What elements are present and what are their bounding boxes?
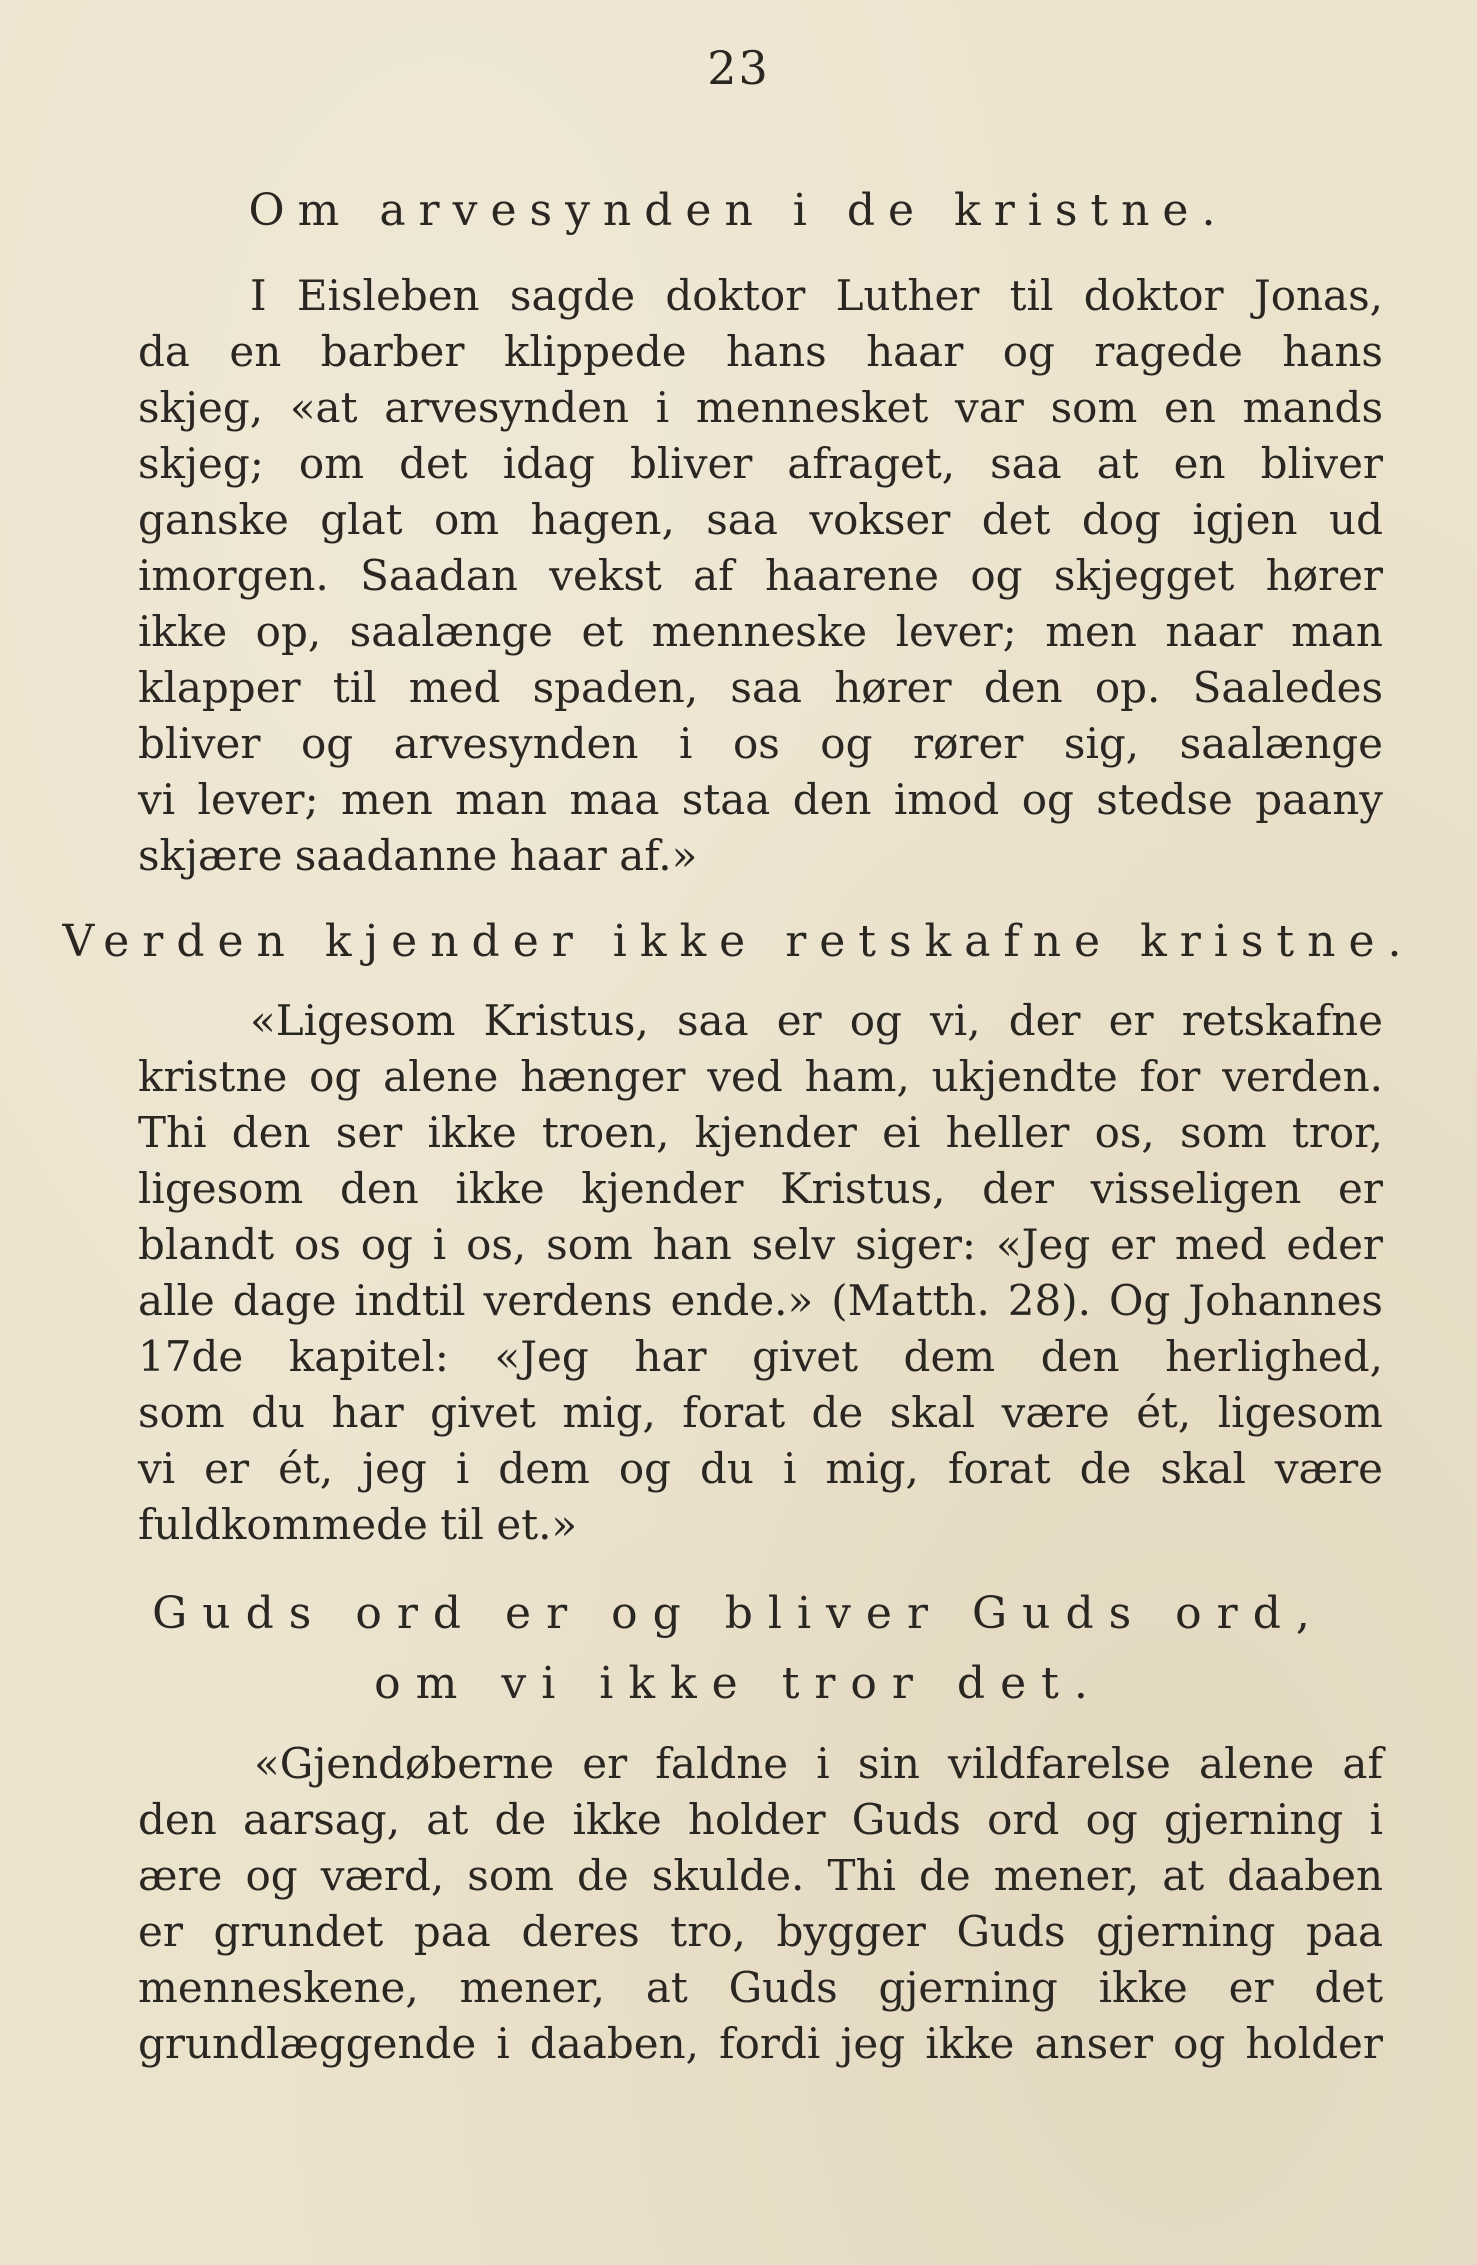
text-line: den aarsag, at de ikke holder Guds ord og gjerning i bbox=[138, 1795, 1383, 1844]
text-line: ære og værd, som de skulde. Thi de mener, at daaben bbox=[138, 1851, 1383, 1900]
text-line: klapper til med spaden, saa hører den op. Saaledes bbox=[138, 663, 1383, 712]
text-line: som du har givet mig, forat de skal være ét, ligesom bbox=[138, 1388, 1383, 1437]
text-line: ligesom den ikke kjender Kristus, der visseligen er bbox=[138, 1164, 1383, 1213]
paragraph-gods-word bbox=[138, 1736, 1383, 2072]
text-line: bliver og arvesynden i os og rører sig, saalænge bbox=[138, 719, 1383, 768]
text-line: skjære saadanne haar af.» bbox=[138, 831, 698, 880]
text-line: menneskene, mener, at Guds gjerning ikke er det bbox=[138, 1963, 1383, 2012]
section-heading-gods-word-line-1: Guds ord er og bliver Guds ord, bbox=[152, 1588, 1325, 1639]
text-line: ganske glat om hagen, saa vokser det dog igjen ud bbox=[138, 495, 1383, 544]
section-heading-original-sin: Om arvesynden i de kristne. bbox=[248, 185, 1229, 236]
section-heading-gods-word-line-2: om vi ikke tror det. bbox=[374, 1658, 1103, 1709]
text-line: 17de kapitel: «Jeg har givet dem den herlighed, bbox=[138, 1332, 1383, 1381]
text-line: skjeg, «at arvesynden i mennesket var som en mands bbox=[138, 383, 1383, 432]
text-line: skjeg; om det idag bliver afraget, saa at en bliver bbox=[138, 439, 1383, 488]
paragraph-original-sin bbox=[138, 268, 1383, 884]
page-number: 23 bbox=[707, 41, 770, 95]
text-line: grundlæggende i daaben, fordi jeg ikke anser og holder bbox=[138, 2019, 1383, 2068]
text-line: alle dage indtil verdens ende.» (Matth. 28). Og Johannes bbox=[138, 1276, 1383, 1325]
text-line: blandt os og i os, som han selv siger: «Jeg er med eder bbox=[138, 1220, 1383, 1269]
text-line: da en barber klippede hans haar og ragede hans bbox=[138, 327, 1383, 376]
text-line: vi er ét, jeg i dem og du i mig, forat de skal være bbox=[138, 1444, 1383, 1493]
section-heading-world-knows-not: Verden kjender ikke retskafne kristne. bbox=[62, 916, 1415, 967]
text-line: «Gjendøberne er faldne i sin vildfarelse alene af bbox=[254, 1739, 1383, 1788]
text-line: Thi den ser ikke troen, kjender ei heller os, som tror, bbox=[138, 1108, 1383, 1157]
text-line: vi lever; men man maa staa den imod og stedse paany bbox=[138, 775, 1383, 824]
text-line: kristne og alene hænger ved ham, ukjendte for verden. bbox=[138, 1052, 1383, 1101]
text-line: fuldkommede til et.» bbox=[138, 1500, 578, 1549]
text-line: er grundet paa deres tro, bygger Guds gjerning paa bbox=[138, 1907, 1383, 1956]
text-line: I Eisleben sagde doktor Luther til doktor Jonas, bbox=[250, 271, 1383, 320]
text-line: «Ligesom Kristus, saa er og vi, der er retskafne bbox=[250, 996, 1383, 1045]
paragraph-world-knows-not bbox=[138, 993, 1383, 1553]
text-line: ikke op, saalænge et menneske lever; men naar man bbox=[138, 607, 1383, 656]
text-line: imorgen. Saadan vekst af haarene og skjegget hører bbox=[138, 551, 1383, 600]
